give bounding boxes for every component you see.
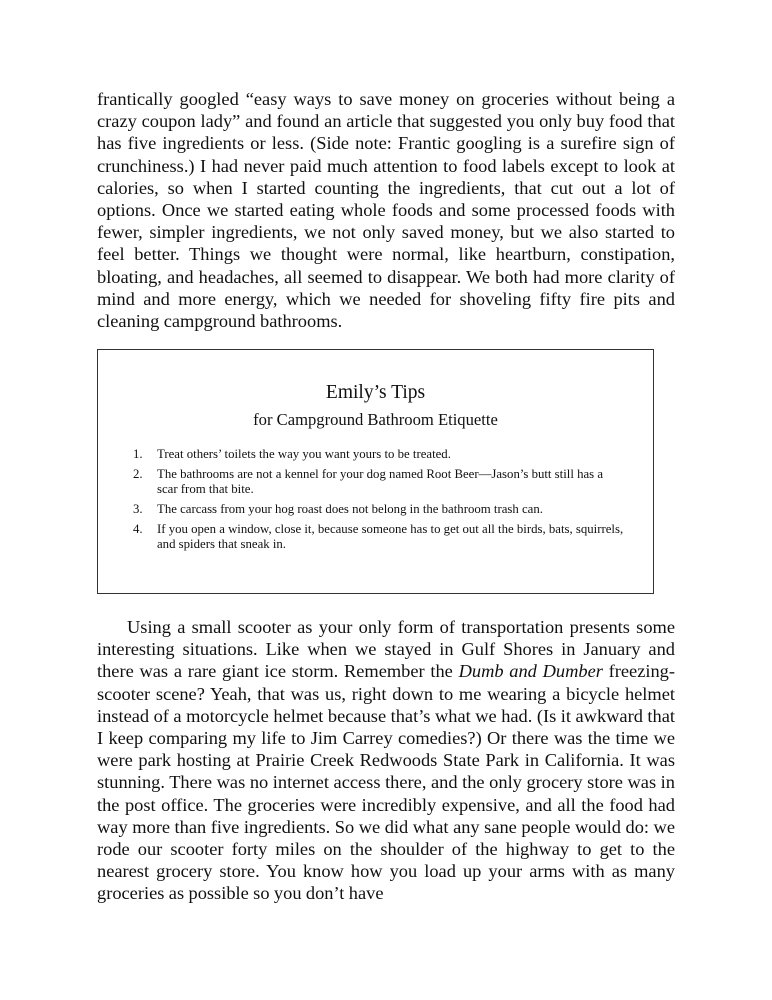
- tip-text: The bathrooms are not a kennel for your dog named Root Beer—Jason’s butt still has a scar from that bite.: [157, 467, 604, 496]
- tips-box: [97, 349, 654, 594]
- tip-number: 4.: [133, 522, 143, 536]
- tip-number: 3.: [133, 502, 143, 516]
- scooter-paragraph-block: [97, 616, 675, 905]
- tip-item: [133, 447, 625, 462]
- movie-title: Dumb and Dumber: [458, 661, 603, 682]
- scooter-text-part2: freezing-scooter scene? Yeah, that was us, right down to me wearing a bicycle helmet instead of a motorcycle helmet because that’s what we had. (Is it awkward that I keep comparing my life to Jim Carrey comedies?) Or there was the time we were park hosting at Prairie Creek Redwoods State Park in California. It was stunning. There was no internet access there, and the only grocery store was in the post office. The groceries were incredibly expensive, and all the food had way more than five ingredients. So we did what any sane people would do: we rode our scooter forty miles on the shoulder of the highway to get to the nearest grocery store. You know how you load up your arms with as many groceries as possible so you don’t have: [97, 661, 675, 904]
- tip-item: [133, 502, 625, 517]
- tip-number: 1.: [133, 447, 143, 461]
- tips-title: Emily’s Tips: [325, 382, 426, 403]
- opening-paragraph-block: [97, 88, 675, 332]
- tip-text: If you open a window, close it, because someone has to get out all the birds, bats, squirrels, and spiders that sneak in.: [157, 522, 624, 551]
- scooter-text-part1: Using a small scooter as your only form of transportation presents some interesting situations. Like when we stayed in Gulf Shores in January and there was a rare giant ice storm. Remember the: [97, 617, 675, 682]
- tips-subtitle: for Campground Bathroom Etiquette: [253, 410, 498, 429]
- scooter-paragraph: [97, 616, 675, 905]
- tip-text: Treat others’ toilets the way you want yours to be treated.: [157, 447, 451, 461]
- tips-list: [133, 447, 625, 557]
- tip-item: [133, 467, 625, 497]
- tip-item: [133, 522, 625, 552]
- tip-text: The carcass from your hog roast does not belong in the bathroom trash can.: [157, 502, 543, 516]
- opening-paragraph: frantically googled “easy ways to save money on groceries without being a crazy coupon lady” and found an article that suggested you only buy food that has five ingredients or less. (Side note: Frantic googling is a surefire sign of crunchiness.) I had never paid much attention to food labels except to look at calories, so when I started counting the ingredients, that cut out a lot of options. Once we started eating whole foods and some processed foods with fewer, simpler ingredients, we not only saved money, but we also started to feel better. Things we thought were normal, like heartburn, constipation, bloating, and headaches, all seemed to disappear. We both had more clarity of mind and more energy, which we needed for shoveling fifty fire pits and cleaning campground bathrooms.: [97, 89, 675, 332]
- tip-number: 2.: [133, 467, 143, 481]
